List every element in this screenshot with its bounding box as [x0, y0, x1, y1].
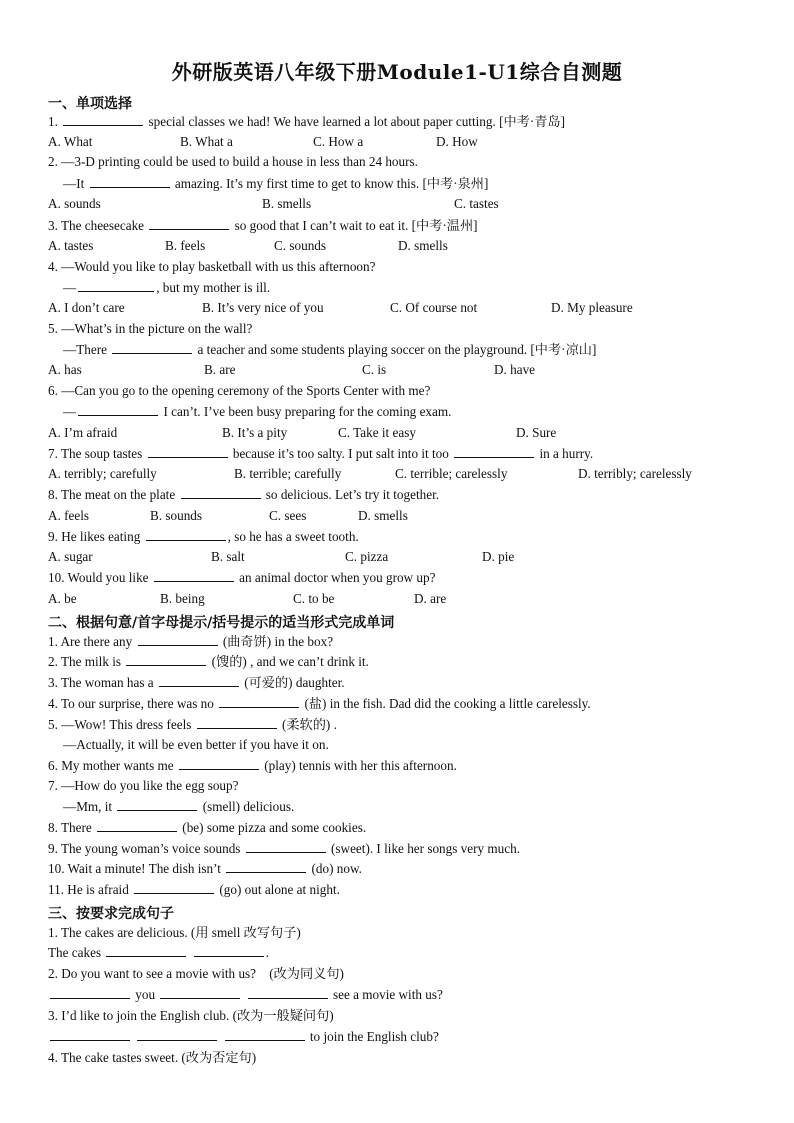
answer-blank[interactable]	[181, 487, 261, 499]
answer-blank[interactable]	[106, 945, 186, 957]
page-title: 外研版英语八年级下册Module1-U1综合自测题	[171, 60, 623, 84]
option[interactable]: C. Take it easy	[338, 425, 416, 440]
answer-blank[interactable]	[138, 634, 218, 646]
option[interactable]: A. What	[48, 134, 93, 149]
option[interactable]: D. Sure	[516, 425, 557, 440]
answer-blank[interactable]	[194, 945, 264, 957]
answer-blank[interactable]	[63, 114, 143, 126]
section-heading-2: 二、根据句意/首字母提示/括号提示的适当形式完成单词	[48, 615, 395, 631]
answer-blank[interactable]	[454, 446, 534, 458]
option[interactable]: C. How a	[313, 134, 364, 149]
question-2-7: 7. —How do you like the egg soup?	[48, 778, 239, 793]
question-3-4: 4. The cake tastes sweet. (改为否定句)	[48, 1050, 257, 1065]
answer-blank[interactable]	[197, 717, 277, 729]
answer-blank[interactable]	[179, 758, 259, 770]
answer-blank[interactable]	[160, 987, 240, 999]
option[interactable]: C. sees	[269, 508, 307, 523]
question-2-5-reply: —Actually, it will be even better if you have it on.	[63, 737, 329, 752]
option[interactable]: A. terribly; carefully	[48, 466, 157, 481]
option[interactable]: C. tastes	[454, 196, 499, 211]
option[interactable]: B. sounds	[150, 508, 203, 523]
answer-line-3-3: to join the English club?	[48, 1029, 439, 1045]
answer-blank[interactable]	[225, 1029, 305, 1041]
answer-blank[interactable]	[154, 570, 234, 582]
answer-blank[interactable]	[97, 820, 177, 832]
option[interactable]: B. smells	[262, 196, 312, 211]
question-1-4-reply: — , but my mother is ill.	[63, 280, 271, 295]
option[interactable]: C. pizza	[345, 549, 389, 564]
question-2-5: 5. —Wow! This dress feels (柔软的) .	[48, 717, 337, 732]
option[interactable]: B. feels	[165, 238, 206, 253]
answer-blank[interactable]	[159, 675, 239, 687]
option[interactable]: D. have	[494, 362, 536, 377]
question-1-10: 10. Would you like an animal doctor when you grow up?	[48, 570, 436, 585]
answer-blank[interactable]	[219, 696, 299, 708]
options-1-10	[48, 591, 728, 607]
options-1-2	[48, 196, 728, 212]
question-1-5: 5. —What’s in the picture on the wall?	[48, 321, 253, 336]
option[interactable]: B. It’s a pity	[222, 425, 288, 440]
answer-blank[interactable]	[112, 342, 192, 354]
option[interactable]: B. salt	[211, 549, 245, 564]
option[interactable]: A. has	[48, 362, 82, 377]
option[interactable]: A. be	[48, 591, 77, 606]
answer-blank[interactable]	[78, 280, 154, 292]
option[interactable]: A. sounds	[48, 196, 101, 211]
question-3-2: 2. Do you want to see a movie with us? (改为同义句)	[48, 966, 344, 981]
question-2-2: 2. The milk is (馊的) , and we can’t drink it.	[48, 654, 369, 669]
question-1-3: 3. The cheesecake so good that I can’t wait to eat it. [中考·温州]	[48, 218, 478, 233]
answer-blank[interactable]	[90, 176, 170, 188]
option[interactable]: B. What a	[180, 134, 233, 149]
answer-blank[interactable]	[226, 861, 306, 873]
option[interactable]: A. feels	[48, 508, 90, 523]
options-1-5	[48, 362, 728, 378]
question-2-10: 10. Wait a minute! The dish isn’t (do) now.	[48, 861, 362, 876]
options-1-8	[48, 508, 728, 524]
question-2-9: 9. The young woman’s voice sounds (sweet). I like her songs very much.	[48, 841, 520, 856]
options-1-7	[48, 466, 728, 482]
answer-blank[interactable]	[126, 654, 206, 666]
question-1-2-reply: —It amazing. It’s my first time to get to know this. [中考·泉州]	[63, 176, 489, 191]
options-1-4	[48, 300, 728, 316]
question-1-9: 9. He likes eating , so he has a sweet tooth.	[48, 529, 359, 544]
question-2-6: 6. My mother wants me (play) tennis with her this afternoon.	[48, 758, 457, 773]
question-1-6-reply: — I can’t. I’ve been busy preparing for the coming exam.	[63, 404, 452, 419]
section-heading-1: 一、单项选择	[48, 96, 132, 112]
option[interactable]: D. pie	[482, 549, 515, 564]
option[interactable]: D. smells	[358, 508, 408, 523]
answer-blank[interactable]	[50, 987, 130, 999]
answer-blank[interactable]	[50, 1029, 130, 1041]
section-heading-3: 三、按要求完成句子	[48, 906, 174, 922]
options-1-6	[48, 425, 728, 441]
question-2-3: 3. The woman has a (可爱的) daughter.	[48, 675, 345, 690]
option[interactable]: D. My pleasure	[551, 300, 633, 315]
option[interactable]: A. I’m afraid	[48, 425, 118, 440]
question-1-1: 1. special classes we had! We have learned a lot about paper cutting. [中考·青岛]	[48, 114, 565, 129]
options-1-9	[48, 549, 728, 565]
option[interactable]: C. terrible; carelessly	[395, 466, 508, 481]
answer-blank[interactable]	[149, 218, 229, 230]
answer-blank[interactable]	[137, 1029, 217, 1041]
answer-line-3-2: you see a movie with us?	[48, 987, 443, 1003]
option[interactable]: A. sugar	[48, 549, 93, 564]
option[interactable]: C. Of course not	[390, 300, 478, 315]
answer-line-3-1: The cakes .	[48, 945, 269, 960]
option[interactable]: B. terrible; carefully	[234, 466, 342, 481]
answer-blank[interactable]	[146, 529, 226, 541]
answer-blank[interactable]	[148, 446, 228, 458]
question-1-7: 7. The soup tastes because it’s too salty. I put salt into it too in a hurry.	[48, 446, 594, 461]
question-1-4: 4. —Would you like to play basketball with us this afternoon?	[48, 259, 376, 274]
question-2-4: 4. To our surprise, there was no (盐) in the fish. Dad did the cooking a little carelessly.	[48, 696, 591, 711]
question-1-5-reply: —There a teacher and some students playing soccer on the playground. [中考·凉山]	[63, 342, 597, 357]
answer-blank[interactable]	[78, 404, 158, 416]
options-1-1	[48, 134, 728, 150]
option[interactable]: D. smells	[398, 238, 448, 253]
answer-blank[interactable]	[248, 987, 328, 999]
option[interactable]: A. tastes	[48, 238, 94, 253]
question-1-8: 8. The meat on the plate so delicious. Let’s try it together.	[48, 487, 440, 502]
option[interactable]: D. terribly; carelessly	[578, 466, 692, 481]
option[interactable]: C. sounds	[274, 238, 327, 253]
answer-blank[interactable]	[246, 841, 326, 853]
option[interactable]: C. to be	[293, 591, 335, 606]
question-3-1: 1. The cakes are delicious. (用 smell 改写句子)	[48, 925, 301, 940]
question-2-1: 1. Are there any (曲奇饼) in the box?	[48, 634, 334, 649]
options-1-3	[48, 238, 728, 254]
option[interactable]: C. is	[362, 362, 387, 377]
question-2-7-reply: —Mm, it (smell) delicious.	[63, 799, 295, 814]
option[interactable]: B. It’s very nice of you	[202, 300, 324, 315]
question-2-8: 8. There (be) some pizza and some cookies.	[48, 820, 367, 835]
option[interactable]: B. are	[204, 362, 236, 377]
question-1-6: 6. —Can you go to the opening ceremony of the Sports Center with me?	[48, 383, 431, 398]
question-1-2: 2. —3-D printing could be used to build a house in less than 24 hours.	[48, 154, 418, 169]
question-2-11: 11. He is afraid (go) out alone at night.	[48, 882, 340, 897]
option[interactable]: B. being	[160, 591, 205, 606]
answer-blank[interactable]	[134, 882, 214, 894]
option[interactable]: A. I don’t care	[48, 300, 125, 315]
option[interactable]: D. are	[414, 591, 447, 606]
option[interactable]: D. How	[436, 134, 478, 149]
answer-blank[interactable]	[117, 799, 197, 811]
question-3-3: 3. I’d like to join the English club. (改为一般疑问句)	[48, 1008, 334, 1023]
